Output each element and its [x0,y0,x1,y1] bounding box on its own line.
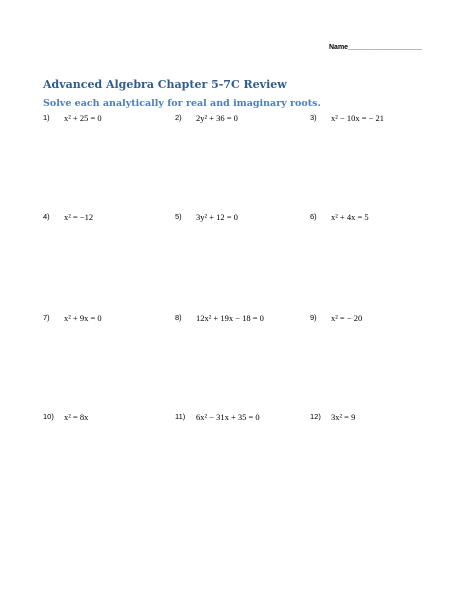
problem-equation: x² + 4x = 5 [331,212,369,222]
problem-number: 11) [175,412,186,421]
instructions: Solve each analytically for real and imaginary roots. [43,98,321,109]
problem-number: 4) [43,212,50,221]
problem-equation: 12x² + 19x − 18 = 0 [196,313,264,323]
problem-equation: x² = −12 [64,212,94,222]
problem-number: 12) [310,412,321,421]
problem-number: 2) [175,113,182,122]
problem-equation: x² = 8x [64,412,89,422]
problem-number: 9) [310,313,317,322]
problem-equation: x² + 9x = 0 [64,313,102,323]
problem-number: 10) [43,412,54,421]
problem-equation: 2y² + 36 = 0 [196,113,238,123]
name-field-label: Name___________________ [329,44,423,51]
problem-number: 6) [310,212,317,221]
problem-number: 3) [310,113,317,122]
problem-equation: x² − 10x = − 21 [331,113,385,123]
problem-number: 8) [175,313,182,322]
problem-equation: x² + 25 = 0 [64,113,102,123]
problem-number: 7) [43,313,50,322]
problem-equation: 6x² − 31x + 35 = 0 [196,412,260,422]
problem-equation: x² = − 20 [331,313,363,323]
problem-number: 1) [43,113,50,122]
problem-number: 5) [175,212,182,221]
problem-equation: 3y² + 12 = 0 [196,212,238,222]
page-title: Advanced Algebra Chapter 5-7C Review [43,78,287,91]
problem-equation: 3x² = 9 [331,412,356,422]
